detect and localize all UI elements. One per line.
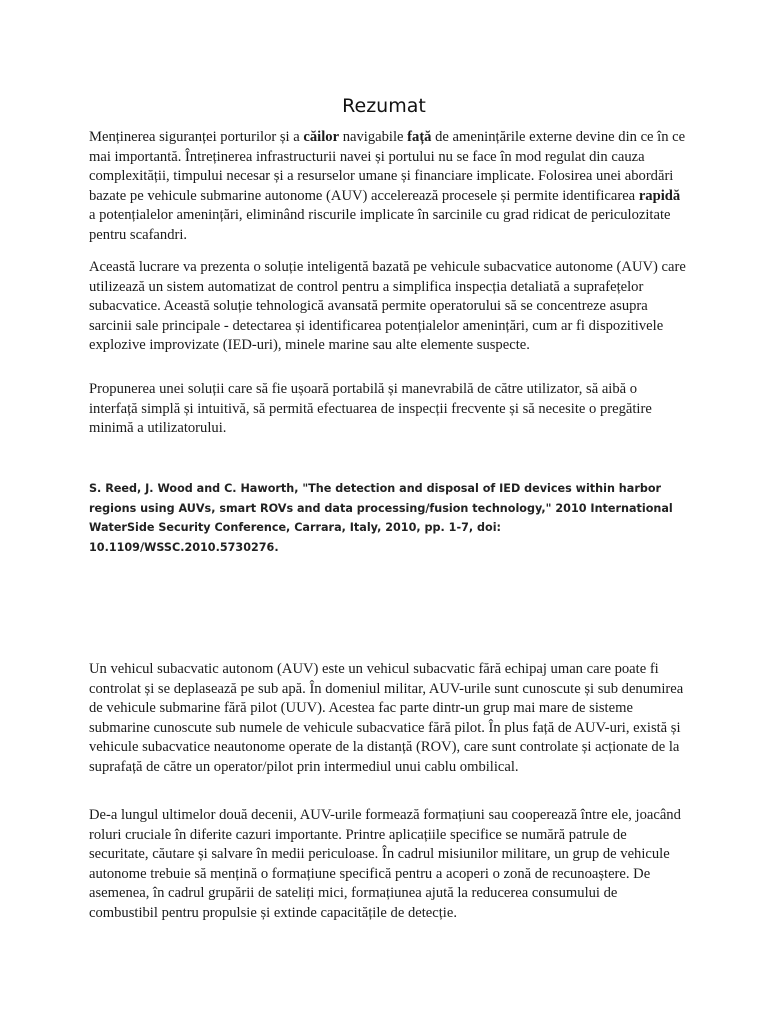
text-segment: a potențialelor amenințări, eliminând riscurile implicate în sarcinile cu grad ridicat de periculozitate pentru scafandri. — [89, 207, 671, 243]
body-paragraph-2: De-a lungul ultimelor două decenii, AUV-urile formează formațiuni sau cooperează între ele, joacând roluri cruciale în diferite cazuri importante. Printre aplicațiile specifice se numără patrule de securitate, căutare și salvare în medii periculoase. În cadrul misiunilor militare, un grup de vehicule autonome trebuie să mențină o formațiune specifică pentru a acoperi o zonă de recunoaștere. De asemenea, în cadrul grupării de sateliți mici, formațiunea ajută la reducerea consumului de combustibil pentru propulsie și extinde capacitățile de detecție. — [89, 807, 681, 921]
reference-citation: S. Reed, J. Wood and C. Haworth, "The detection and disposal of IED devices within harbor regions using AUVs, smart ROVs and data processing/fusion technology," 2010 International WaterSide Security Conference, Carrara, Italy, 2010, pp. 1-7, doi: 10.1109/WSSC.2010.5730276. — [89, 482, 673, 554]
text-segment: Menținerea siguranței porturilor și a — [89, 129, 304, 145]
bold-term: față — [407, 129, 432, 145]
abstract-paragraph-3: Propunerea unei soluții care să fie ușoară portabilă și manevrabilă de către utilizator, să aibă o interfață simplă și intuitivă, să permită efectuarea de inspecții frecvente și să necesite o pregătire minimă a utilizatorului. — [89, 381, 652, 437]
text-segment: navigabile — [339, 129, 408, 145]
text-segment: de amenințările externe devine din ce în ce mai importantă. Întreținerea infrastructurii navei și portului nu se face în mod regulat din cauza complexității, timpului necesar și a resurselor umane și financiare implicate. Folosirea unei abordări bazate pe vehicule submarine autonome (AUV) accelerează procesele și permite identificarea — [89, 129, 686, 204]
bold-term: rapidă — [638, 187, 681, 204]
abstract-paragraph-1 — [89, 128, 689, 246]
bold-term: căilor — [303, 129, 340, 145]
page-title: Rezumat — [342, 95, 426, 117]
abstract-paragraph-2: Această lucrare va prezenta o soluție inteligentă bazată pe vehicule subacvatice autonome (AUV) care utilizează un sistem automatizat de control pentru a simplifica inspecția detaliată a suprafețelor subacvatice. Această soluție tehnologică avansată permite operatorului să se concentreze asupra sarcinii sale principale - detectarea și identificarea potențialelor amenințări, cum ar fi dispozitivele explozive improvizate (IED-uri), minele marine sau alte elemente suspecte. — [89, 259, 686, 354]
body-paragraph-1: Un vehicul subacvatic autonom (AUV) este un vehicul subacvatic fără echipaj uman care poate fi controlat și se deplasează pe sub apă. În domeniul militar, AUV-urile sunt cunoscute și sub denumirea de vehicule submarine fără pilot (UUV). Acestea fac parte dintr-un grup mai mare de sisteme submarine cunoscute sub numele de vehicule subacvatice fără pilot. În plus față de AUV-uri, există și vehicule subacvatice neautonome operate de la distanță (ROV), care sunt controlate și acționate de la suprafață de către un operator/pilot prin intermediul unui cablu ombilical. — [89, 661, 684, 775]
